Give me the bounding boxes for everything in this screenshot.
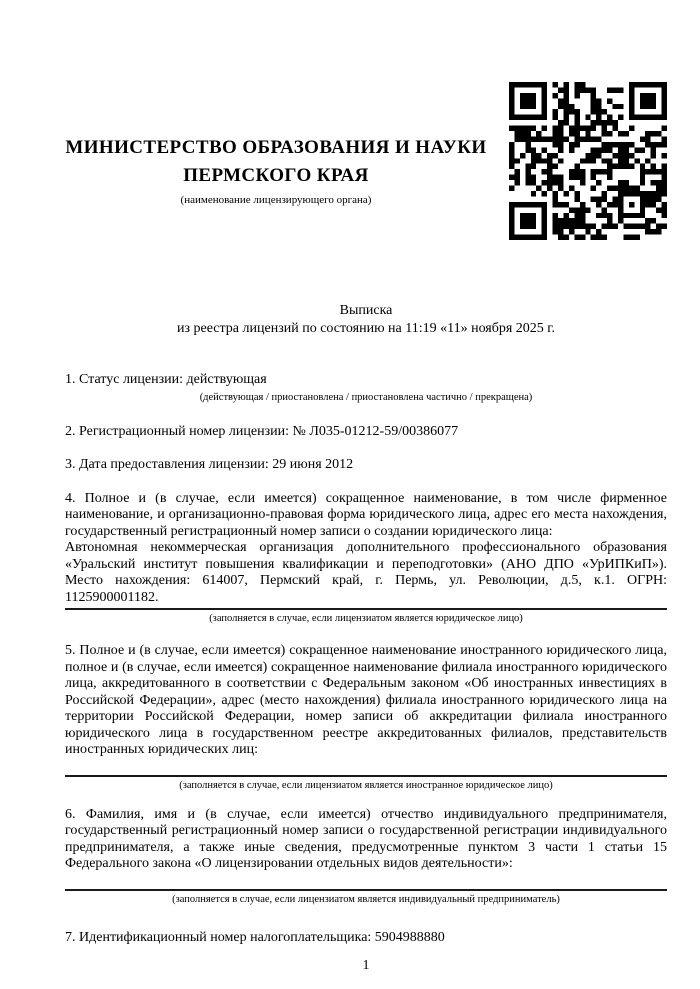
document-title-line1: Выписка — [339, 303, 393, 318]
fill-in-line — [65, 889, 667, 891]
fill-in-line — [65, 608, 667, 610]
licensing-authority-block — [65, 82, 509, 207]
ministry-name-line1: МИНИСТЕРСТВО ОБРАЗОВАНИЯ И НАУКИ — [65, 137, 487, 158]
item-caption: (заполняется в случае, если лицензиатом является иностранное юридическое лицо) — [179, 779, 553, 791]
item-text: 4. Полное и (в случае, если имеется) сокращенное наименование, в том числе фирменное наименование, и организационно-правовая форма юридического лица, адрес его места нахождения, государственный регистрационный номер записи о создании юридического лица: — [65, 490, 667, 539]
item-text: 1. Статус лицензии: действующая — [65, 372, 267, 387]
item-caption: (заполняется в случае, если лицензиатом является юридическое лицо) — [209, 613, 523, 624]
item-foreign-entity — [65, 643, 667, 792]
item-license-status — [65, 372, 667, 404]
item-legal-entity — [65, 491, 667, 626]
item-caption: (заполняется в случае, если лицензиатом является индивидуальный предприниматель) — [172, 893, 560, 905]
blank-fill-space — [65, 873, 667, 887]
qr-code-icon — [509, 82, 667, 240]
item-text: 6. Фамилия, имя и (в случае, если имеется) отчество индивидуального предпринимателя, государственный регистрационный номер записи о государственной регистрации индивидуального предпринимателя, а также иные сведения, предусмотренные пунктом 3 части 1 статьи 15 Федерального закона «О лицензировании отдельных видов деятельности»: — [65, 806, 667, 871]
ministry-name-line2: ПЕРМСКОГО КРАЯ — [183, 165, 369, 186]
item-text: 5. Полное и (в случае, если имеется) сокращенное наименование иностранного юридического лица, полное и (в случае, если имеется) сокращенное наименование филиала иностранного юридического лица, аккредитованного в соответствии с Федеральным законом «Об иностранных инвестициях в Российской Федерации», адрес (место нахождения) филиала иностранного юридического лица на территории Российской Федерации, номер записи об аккредитации филиала иностранного юридического лица в государственном реестре аккредитованных филиалов, представительств иностранных юридических лиц: — [65, 643, 667, 757]
document-header — [65, 82, 667, 240]
license-items — [65, 372, 667, 946]
page-number: 1 — [362, 958, 370, 973]
item-text: 7. Идентификационный номер налогоплательщика: 5904988880 — [65, 929, 445, 945]
item-taxpayer-number — [65, 930, 667, 947]
item-individual-entrepreneur — [65, 807, 667, 906]
ministry-caption: (наименование лицензирующего органа) — [180, 194, 372, 206]
document-title — [65, 302, 667, 338]
item-caption: (действующая / приостановлена / приостановлена частично / прекращена) — [199, 391, 533, 403]
fill-in-line — [65, 775, 667, 777]
item-license-date — [65, 457, 667, 474]
blank-fill-space — [65, 759, 667, 773]
document-title-line2: из реестра лицензий по состоянию на 11:19 «11» ноября 2025 г. — [177, 321, 555, 336]
item-value: Автономная некоммерческая организация дополнительного профессионального образования «Уральский институт повышения квалификации и переподготовки» (АНО ДПО «УрИПКиП»). Место нахождения: 614007, Пермский край, г. Пермь, ул. Революции, д.5, к.1. ОГРН: 1125900001182. — [65, 540, 667, 605]
item-text: 3. Дата предоставления лицензии: 29 июня 2012 — [65, 457, 354, 472]
item-text: 2. Регистрационный номер лицензии: № Л035-01212-59/00386077 — [65, 423, 459, 439]
item-registration-number — [65, 424, 667, 441]
